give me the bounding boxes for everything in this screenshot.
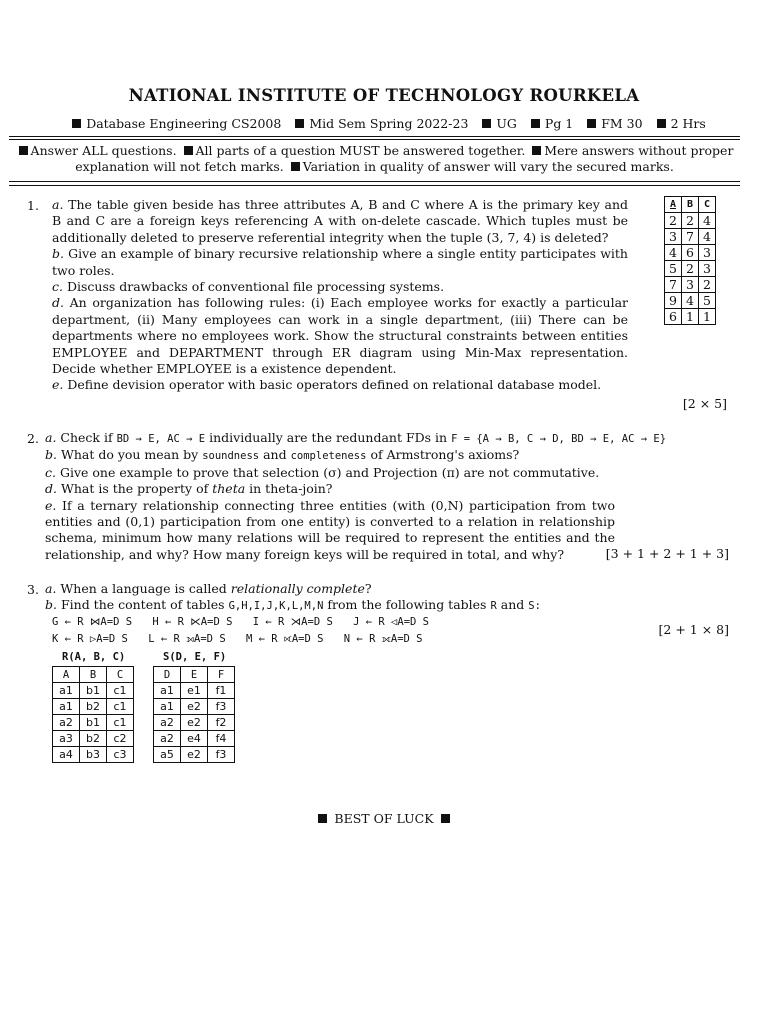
table-cell: 3 xyxy=(665,229,682,245)
table-cell: c3 xyxy=(107,747,134,763)
q3-marks: [2 + 1 × 8] xyxy=(658,622,729,637)
relation-r-caption: R(A, B, C) xyxy=(62,651,126,663)
relation-r xyxy=(52,651,134,763)
table-cell: 2 xyxy=(682,213,699,229)
instruction-text: Answer ALL questions. xyxy=(30,143,177,158)
divider xyxy=(9,185,740,186)
question-2-body xyxy=(44,430,730,563)
instructions xyxy=(12,143,737,175)
table-cell: a4 xyxy=(53,747,80,763)
table-cell: 1 xyxy=(699,309,716,325)
table-cell: f3 xyxy=(208,699,235,715)
table-cell: b2 xyxy=(80,699,107,715)
square-bullet-icon xyxy=(441,814,450,823)
table-cell: 2 xyxy=(699,277,716,293)
table-cell: c2 xyxy=(107,731,134,747)
divider xyxy=(9,136,740,137)
square-bullet-icon xyxy=(19,146,28,155)
square-bullet-icon xyxy=(482,119,491,128)
table-row xyxy=(154,747,235,763)
relation-r-table xyxy=(52,666,134,763)
instruction-text: Variation in quality of answer will vary the secured marks. xyxy=(302,159,674,174)
square-bullet-icon xyxy=(291,162,300,171)
operation-expr: J ← R ◁A=D S xyxy=(353,616,429,628)
table-cell: 5 xyxy=(665,261,682,277)
table-cell: b2 xyxy=(80,731,107,747)
operation-expr: K ← R ▷A=D S xyxy=(52,633,128,645)
table-cell: 4 xyxy=(699,229,716,245)
square-bullet-icon xyxy=(657,119,666,128)
table-cell: b1 xyxy=(80,683,107,699)
operation-expr: L ← R ⟕A=D S xyxy=(148,633,226,645)
table-header-row xyxy=(53,667,134,683)
table-row xyxy=(665,293,716,309)
exam-session: Mid Sem Spring 2022-23 xyxy=(309,116,469,131)
duration: 2 Hrs xyxy=(670,116,706,131)
q1-part-a: a. The table given beside has three attributes A, B and C where A is the primary key and B and C are a foreign keys referencing A with on-delete cascade. Which tuples must be additionally deleted to preserve referential integrity when the tuple (3, 7, 4) is deleted? xyxy=(52,197,628,245)
square-bullet-icon xyxy=(318,814,327,823)
q1-marks: [2 × 5] xyxy=(682,396,727,411)
table-row xyxy=(665,309,716,325)
q2-part-d: d. What is the property of theta in theta-join? xyxy=(45,481,333,497)
table-cell: f1 xyxy=(208,683,235,699)
table-header-row xyxy=(665,197,716,213)
table-row xyxy=(154,699,235,715)
table-cell: 3 xyxy=(682,277,699,293)
instruction-text: All parts of a question MUST be answered together. xyxy=(195,143,526,158)
table-cell: 6 xyxy=(665,309,682,325)
table-row xyxy=(53,683,134,699)
square-bullet-icon xyxy=(184,146,193,155)
q2-part-a: a. Check if BD → E, AC → E individually are the redundant FDs in F = {A → B, C → D, BD → E, AC → E} xyxy=(45,430,667,445)
operation-expr: N ← R ⟗A=D S xyxy=(343,633,423,645)
table-cell: a1 xyxy=(53,699,80,715)
table-cell: e2 xyxy=(181,747,208,763)
exam-meta-line xyxy=(0,116,768,131)
table-cell: a1 xyxy=(154,683,181,699)
q1-part-e: e. Define devision operator with basic operators defined on relational database model. xyxy=(52,377,602,393)
table-cell: 7 xyxy=(682,229,699,245)
table-header-cell: C xyxy=(699,197,716,213)
square-bullet-icon xyxy=(531,119,540,128)
table-row xyxy=(53,715,134,731)
operations-row xyxy=(52,631,443,648)
divider xyxy=(9,139,740,140)
question-number: 2. xyxy=(27,431,39,446)
square-bullet-icon xyxy=(587,119,596,128)
q1-abc-table xyxy=(664,196,716,325)
table-cell: 2 xyxy=(665,213,682,229)
operations-row xyxy=(52,614,443,631)
table-row xyxy=(53,731,134,747)
table-cell: e2 xyxy=(181,715,208,731)
table-cell: f2 xyxy=(208,715,235,731)
institute-title: NATIONAL INSTITUTE OF TECHNOLOGY ROURKELA xyxy=(128,86,640,105)
table-cell: 3 xyxy=(699,261,716,277)
question-number: 3. xyxy=(27,582,39,597)
table-cell: e2 xyxy=(181,699,208,715)
table-row xyxy=(665,277,716,293)
course-name: Database Engineering CS2008 xyxy=(86,116,282,131)
table-header-cell: B xyxy=(80,667,107,683)
relation-s-table xyxy=(153,666,235,763)
table-cell: e4 xyxy=(181,731,208,747)
table-cell: 5 xyxy=(699,293,716,309)
table-cell: c1 xyxy=(107,699,134,715)
footer xyxy=(0,811,768,826)
q1-part-b: b. Give an example of binary recursive relationship where a single entity participates with two roles. xyxy=(52,246,628,278)
q2-marks: [3 + 1 + 2 + 1 + 3] xyxy=(605,546,729,561)
full-marks: FM 30 xyxy=(601,116,643,131)
table-header-cell: D xyxy=(154,667,181,683)
table-cell: 6 xyxy=(682,245,699,261)
table-cell: a5 xyxy=(154,747,181,763)
table-row xyxy=(665,229,716,245)
table-cell: b3 xyxy=(80,747,107,763)
table-cell: 4 xyxy=(665,245,682,261)
q3-part-a: a. When a language is called relationally complete? xyxy=(45,581,372,596)
question-number: 1. xyxy=(27,198,39,213)
table-cell: 3 xyxy=(699,245,716,261)
program-level: UG xyxy=(496,116,517,131)
table-header-cell: E xyxy=(181,667,208,683)
operation-expr: M ← R ⟖A=D S xyxy=(245,633,324,645)
table-header-cell: A xyxy=(665,197,682,213)
q1-part-d: d. An organization has following rules: (i) Each employee works for exactly a particular department, (ii) Many employees can work in a single department, (iii) There can be departments where no employees work. Show the structural constraints between entities EMPLOYEE and DEPARTMENT through ER diagram using Min-Max representation. Decide whether EMPLOYEE is a existence dependent. xyxy=(52,295,628,377)
table-cell: a2 xyxy=(154,715,181,731)
relation-s-caption: S(D, E, F) xyxy=(163,651,227,663)
table-cell: a1 xyxy=(154,699,181,715)
square-bullet-icon xyxy=(295,119,304,128)
operation-expr: H ← R ⋉A=D S xyxy=(152,616,233,628)
question-1-body xyxy=(52,197,628,394)
q1-part-c: c. Discuss drawbacks of conventional file processing systems. xyxy=(52,279,445,295)
q2-part-c: c. Give one example to prove that selection (σ) and Projection (π) are not commutative. xyxy=(45,464,600,480)
table-cell: e1 xyxy=(181,683,208,699)
instruction-text: Mere answers without proper xyxy=(544,143,734,158)
q3-part-b: b. Find the content of tables G,H,I,J,K,L,M,N from the following tables R and S: xyxy=(45,597,541,613)
table-header-cell: A xyxy=(53,667,80,683)
question-3-body xyxy=(44,581,730,615)
table-cell: c1 xyxy=(107,683,134,699)
table-row xyxy=(154,715,235,731)
best-of-luck-text: BEST OF LUCK xyxy=(334,811,434,826)
divider xyxy=(9,181,740,182)
table-row xyxy=(53,699,134,715)
q2-part-b: b. What do you mean by soundness and completeness of Armstrong's axioms? xyxy=(45,447,520,463)
table-cell: a3 xyxy=(53,731,80,747)
table-row xyxy=(665,213,716,229)
table-row xyxy=(665,261,716,277)
table-header-cell: B xyxy=(682,197,699,213)
table-row xyxy=(154,731,235,747)
table-cell: 7 xyxy=(665,277,682,293)
q2-part-e: e. If a ternary relationship connecting three entities (with (0,N) participation from two entities and (0,1) participation from one entity) is converted to a relation in relationship schema, minimum how many relations will be required to represent the entities and the relationship, and why? How many foreign keys will be required in total, and why? xyxy=(45,497,615,562)
table-row xyxy=(53,747,134,763)
table-header-row xyxy=(154,667,235,683)
table-cell: 1 xyxy=(682,309,699,325)
table-cell: c1 xyxy=(107,715,134,731)
table-cell: a1 xyxy=(53,683,80,699)
page-number: Pg 1 xyxy=(544,116,574,131)
table-cell: 4 xyxy=(682,293,699,309)
table-cell: 4 xyxy=(699,213,716,229)
table-row xyxy=(154,683,235,699)
square-bullet-icon xyxy=(72,119,81,128)
square-bullet-icon xyxy=(532,146,541,155)
q3-operations xyxy=(52,614,443,648)
operation-expr: I ← R ⋊A=D S xyxy=(252,616,333,628)
table-cell: a2 xyxy=(154,731,181,747)
table-header-cell: C xyxy=(107,667,134,683)
table-cell: f4 xyxy=(208,731,235,747)
relation-s xyxy=(153,651,235,763)
table-cell: a2 xyxy=(53,715,80,731)
table-cell: b1 xyxy=(80,715,107,731)
instruction-text: explanation will not fetch marks. xyxy=(75,159,284,174)
table-cell: 2 xyxy=(682,261,699,277)
table-row xyxy=(665,245,716,261)
table-header-cell: F xyxy=(208,667,235,683)
table-cell: 9 xyxy=(665,293,682,309)
operation-expr: G ← R ⋈A=D S xyxy=(52,616,133,628)
table-cell: f3 xyxy=(208,747,235,763)
